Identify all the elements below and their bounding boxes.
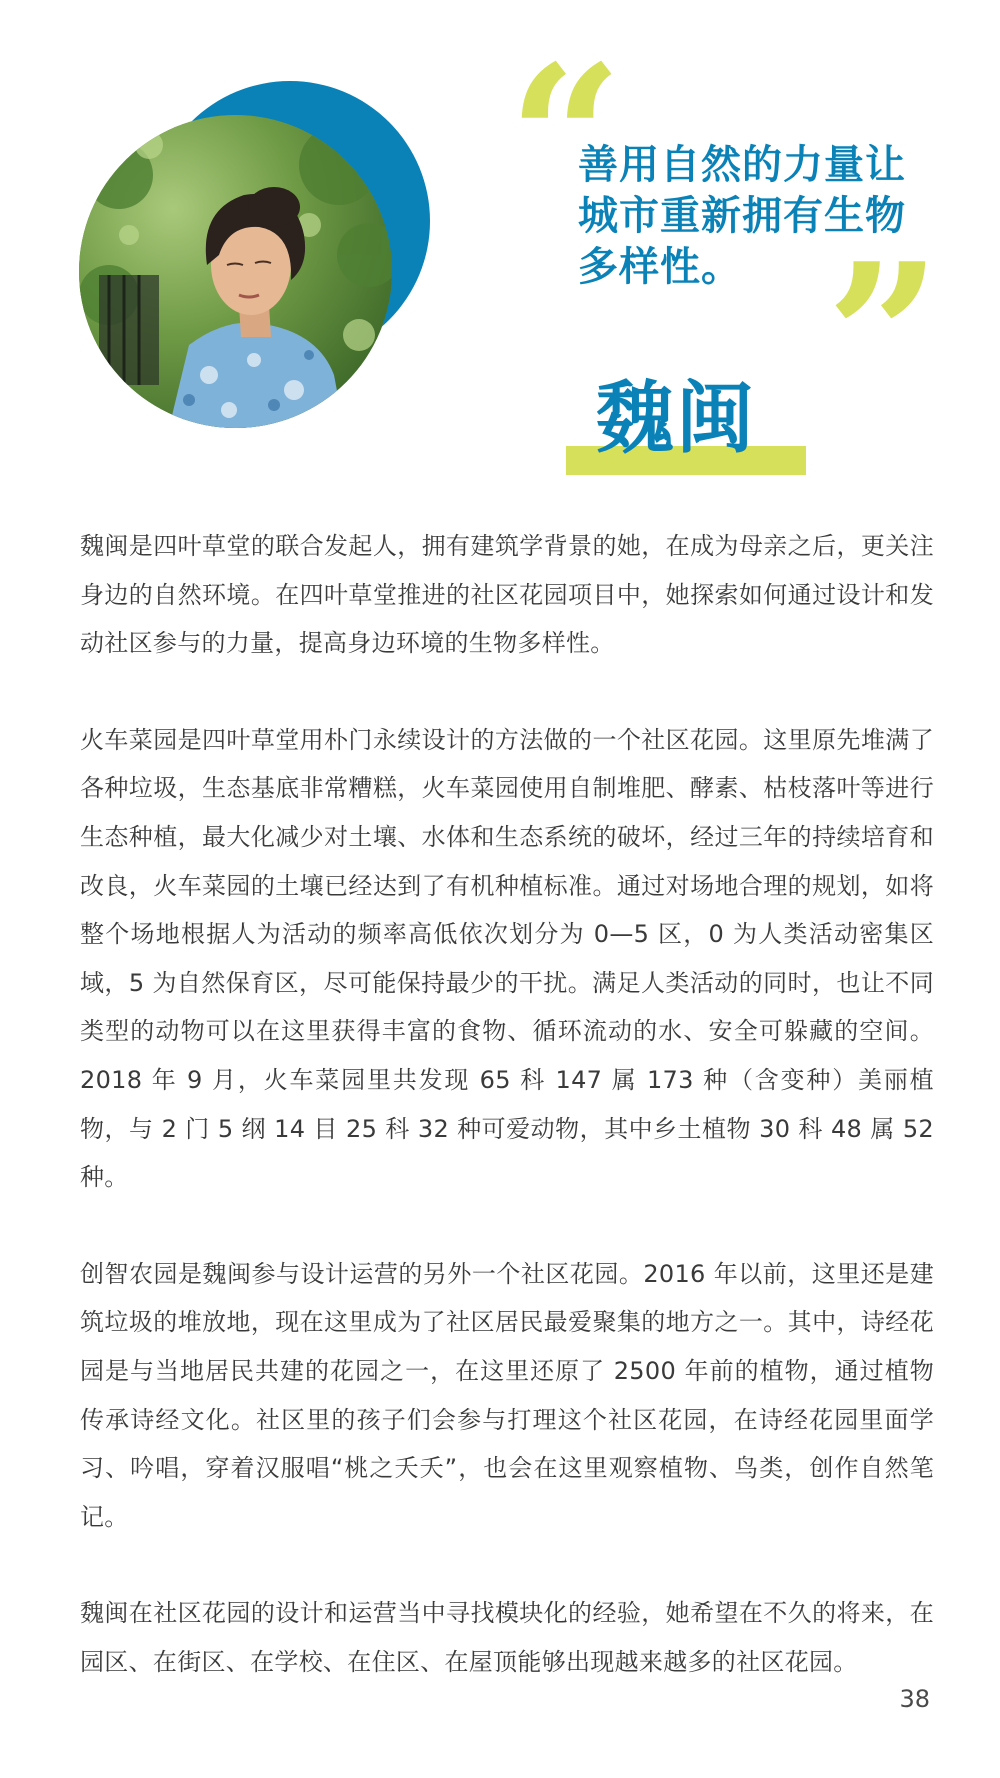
pull-quote: 善用自然的力量让 城市重新拥有生物 多样性。 [578, 142, 906, 290]
paragraph-intro: 魏闽是四叶草堂的联合发起人，拥有建筑学背景的她，在成为母亲之后，更关注身边的自然环境。在四叶草堂推进的社区花园项目中，她探索如何通过设计和发动社区参与的力量，提高身边环境的生物多样性。 [80, 532, 934, 658]
paragraph-knowledge-garden: 创智农园是魏闽参与设计运营的另外一个社区花园。2016 年以前，这里还是建筑垃圾的堆放地，现在这里成为了社区居民最爱聚集的地方之一。其中，诗经花园是与当地居民共建的花园之一，在这里还原了 2500 年前的植物，通过植物传承诗经文化。社区里的孩子们会参与打理这个社区花园，在诗经花园里面学习、吟唱，穿着汉服唱“桃之夭夭”，也会在这里观察植物、鸟类，创作自然笔记。 [80, 1259, 934, 1531]
paragraph-train-garden: 火车菜园是四叶草堂用朴门永续设计的方法做的一个社区花园。这里原先堆满了各种垃圾，生态基底非常糟糕，火车菜园使用自制堆肥、酵素、枯枝落叶等进行生态种植，最大化减少对土壤、水体和生态系统的破坏，经过三年的持续培育和改良，火车菜园的土壤已经达到了有机种植标准。通过对场地合理的规划，如将整个场地根据人为活动的频率高低依次划分为 0—5 区，0 为人类活动密集区域，5 为自然保育区，尽可能保持最少的干扰。满足人类活动的同时，也让不同类型的动物可以在这里获得丰富的食物、循环流动的水、安全可躲藏的空间。2018 年 9 月，火车菜园里共发现 65 科 147 属 173 种（含变种）美丽植物，与 2 门 5 纲 14 目 25 科 32 种可爱动物，其中乡土植物 30 科 48 属 52 种。 [80, 725, 934, 1192]
portrait-photo-icon [79, 115, 392, 428]
page-number: 38 [899, 1685, 930, 1713]
article-body [80, 522, 934, 1734]
person-name: 魏闽 [596, 374, 757, 464]
portrait-photo [79, 115, 392, 428]
close-quote-mark: ” [826, 220, 942, 455]
open-quote-mark: “ [508, 22, 624, 257]
paragraph-outlook: 魏闽在社区花园的设计和运营当中寻找模块化的经验，她希望在不久的将来，在园区、在街区、在学校、在住区、在屋顶能够出现越来越多的社区花园。 [80, 1599, 934, 1676]
